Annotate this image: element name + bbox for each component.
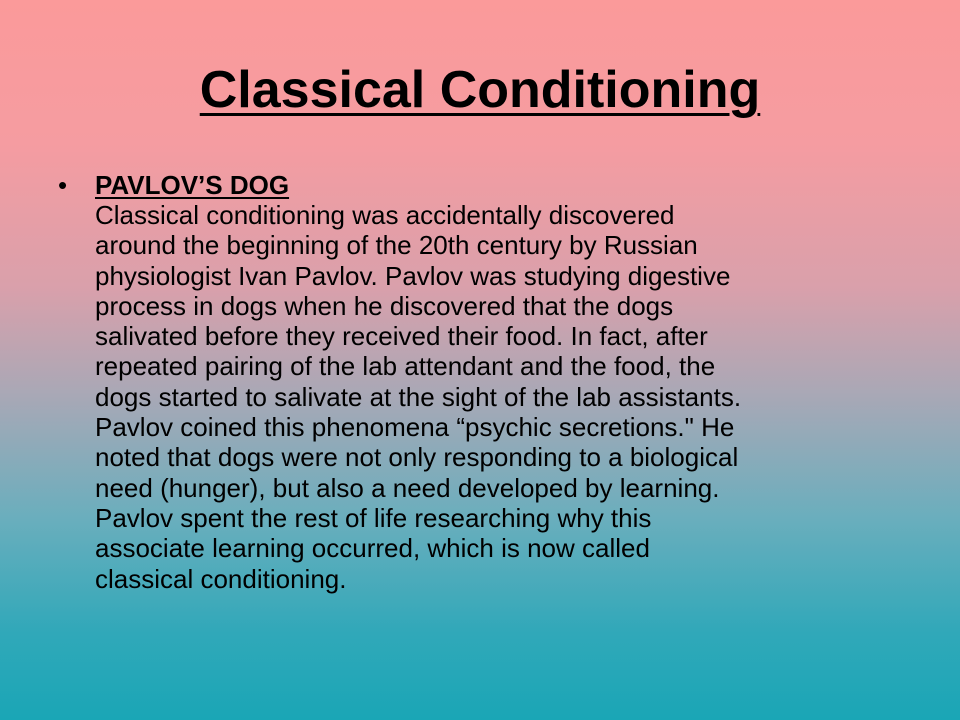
bullet-list bbox=[0, 170, 960, 594]
bullet-heading: PAVLOV’S DOG bbox=[95, 170, 290, 200]
slide-title: Classical Conditioning bbox=[199, 61, 761, 119]
bullet-icon: • bbox=[58, 170, 68, 200]
list-item bbox=[0, 170, 960, 594]
bullet-body: Classical conditioning was accidentally discovered around the beginning of the 20th century by Russian physiologist Ivan Pavlov. Pavlov was studying digestive process in dogs when he discovered that the dogs salivated before they received their food. In fact, after repeated pairing of the lab attendant and the food, the dogs started to salivate at the sight of the lab assistants. Pavlov coined this phenomena “psychic secretions." He noted that dogs were not only responding to a biological need (hunger), but also a need developed by learning. Pavlov spent the rest of life researching why this associate learning occurred, which is now called classical conditioning. bbox=[95, 200, 742, 594]
